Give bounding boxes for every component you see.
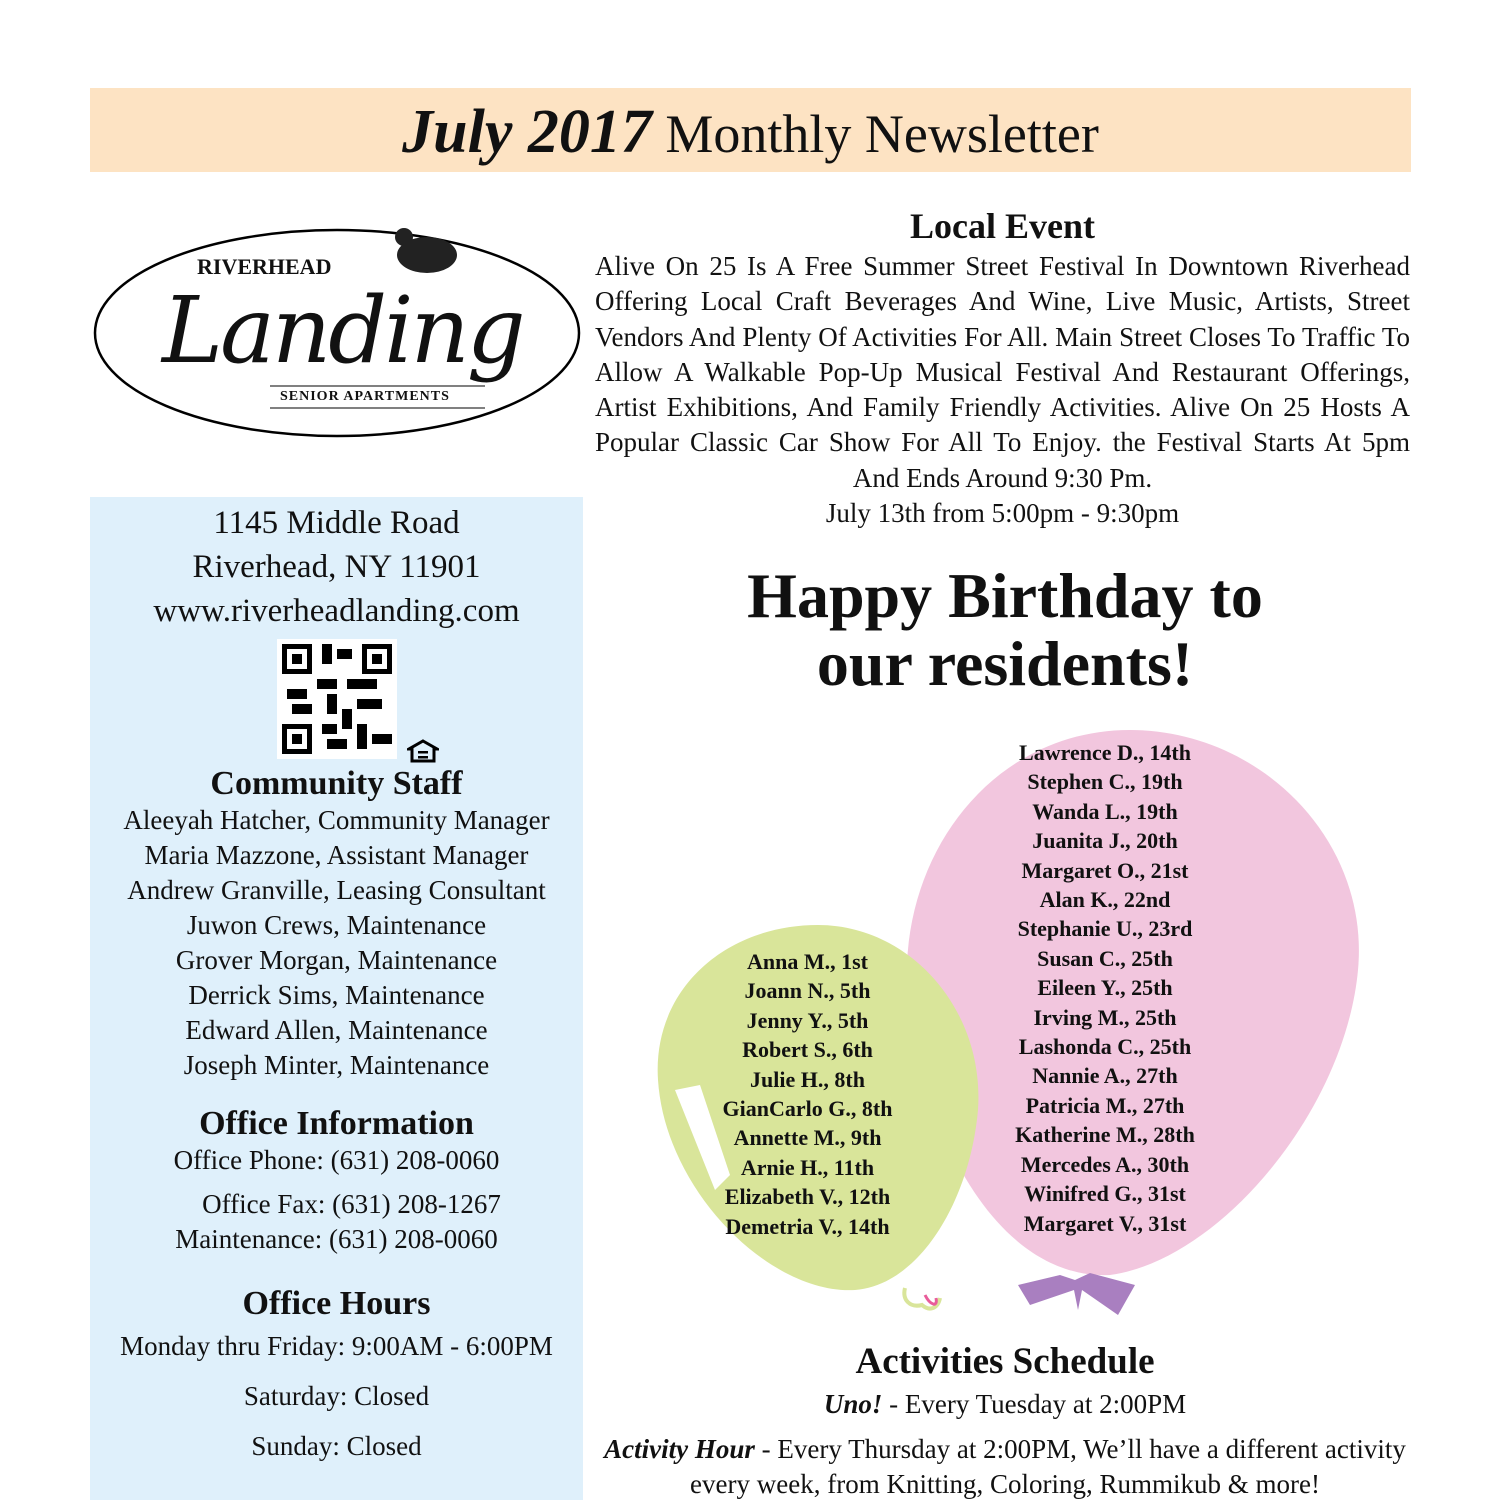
- birthday-heading: [640, 562, 1370, 698]
- birthday-entry: Lawrence D., 14th: [1019, 740, 1191, 765]
- birthday-entry: Winifred G., 31st: [1024, 1181, 1186, 1207]
- hours-saturday: Saturday: Closed: [243, 1381, 430, 1411]
- title-month: July 2017: [402, 98, 652, 166]
- logo-landing-text: Landing: [162, 277, 523, 384]
- sidebar-info: [90, 497, 583, 1500]
- equal-housing-icon: [407, 739, 439, 763]
- uno-name: Uno!: [823, 1389, 883, 1419]
- birthday-entry: Nannie A., 27th: [1032, 1063, 1178, 1089]
- local-event: [595, 205, 1410, 531]
- newsletter-title: [90, 88, 1411, 172]
- birthday-entry: Julie H., 8th: [750, 1066, 865, 1092]
- staff-member: Grover Morgan, Maintenance: [175, 945, 498, 975]
- office-heading: Office Information: [199, 1105, 474, 1142]
- birthday-entry: Wanda L., 19th: [1032, 798, 1178, 824]
- birthday-entry: Stephanie U., 23rd: [1017, 916, 1193, 942]
- hours-weekdays: Monday thru Friday: 9:00AM - 6:00PM: [120, 1331, 553, 1361]
- maintenance-phone: Maintenance: (631) 208-0060: [175, 1224, 498, 1254]
- activity-hour-text: - Every Thursday at 2:00PM, We’ll have a different activity every week, from Knitting, Coloring, Rummikub & more!: [690, 1434, 1406, 1499]
- hours-heading: Office Hours: [242, 1285, 431, 1322]
- office-phone: Office Phone: (631) 208-0060: [173, 1145, 500, 1175]
- birthday-entry: Margaret O., 21st: [1021, 857, 1189, 883]
- birthday-line1: Happy Birthday to: [747, 560, 1263, 631]
- event-heading: Local Event: [910, 206, 1095, 246]
- staff-member: Andrew Granville, Leasing Consultant: [127, 875, 546, 905]
- staff-member: Juwon Crews, Maintenance: [186, 910, 487, 940]
- birthday-entry: Katherine M., 28th: [1015, 1122, 1195, 1148]
- birthday-entry: Mercedes A., 30th: [1020, 1151, 1190, 1177]
- hours-sunday: Sunday: Closed: [251, 1431, 422, 1461]
- logo-senior-apartments-text: SENIOR APARTMENTS: [280, 389, 450, 404]
- birthday-entry: Anna M., 1st: [746, 949, 868, 974]
- birthday-entry: GianCarlo G., 8th: [722, 1096, 893, 1122]
- staff-member: Derrick Sims, Maintenance: [188, 980, 485, 1010]
- birthday-entry: Patricia M., 27th: [1025, 1092, 1185, 1118]
- birthday-entry: Robert S., 6th: [742, 1037, 873, 1063]
- staff-member: Edward Allen, Maintenance: [185, 1015, 488, 1045]
- birthday-entry: Susan C., 25th: [1037, 945, 1173, 971]
- staff-heading: Community Staff: [210, 765, 463, 802]
- birthday-entry: Stephen C., 19th: [1027, 769, 1183, 795]
- birthday-entry: Eileen Y., 25th: [1037, 975, 1173, 1001]
- birthday-entry: Jenny Y., 5th: [746, 1007, 869, 1033]
- staff-list: [90, 803, 583, 1083]
- logo-riverhead-text: RIVERHEAD: [197, 254, 332, 279]
- birthday-entry: Alan K., 22nd: [1039, 887, 1171, 913]
- birthday-entry: Arnie H., 11th: [740, 1154, 875, 1180]
- website-link[interactable]: www.riverheadlanding.com: [153, 593, 520, 629]
- birthday-line2: our residents!: [816, 628, 1194, 699]
- birthday-entry: Irving M., 25th: [1033, 1004, 1177, 1030]
- birthday-entry: Annette M., 9th: [733, 1125, 882, 1151]
- birthday-entry: Demetria V., 14th: [725, 1213, 890, 1239]
- address-city: Riverhead, NY 11901: [192, 549, 481, 585]
- event-body: Alive On 25 Is A Free Summer Street Festival In Downtown Riverhead Offering Local Craft Beverages And Wine, Live Music, Artists, Street Vendors And Plenty Of Activities For All. Main Street Closes To Traffic To Allow A Walkable Pop-Up Musical Festival And Restaurant Offerings, Artist Exhibitions, And Family Friendly Activities. Alive On 25 Hosts A Popular Classic Car Show For All To Enjoy. the Festival Starts At 5pm And Ends Around 9:30 Pm.: [595, 251, 1410, 493]
- qr-code: [277, 639, 397, 759]
- birthday-list-pink: [990, 738, 1220, 1238]
- birthday-list-green: [700, 947, 915, 1241]
- uno-text: - Every Tuesday at 2:00PM: [882, 1389, 1187, 1419]
- activities-schedule: [600, 1340, 1410, 1502]
- birthday-entry: Elizabeth V., 12th: [724, 1184, 891, 1210]
- activity-hour-name: Activity Hour: [604, 1434, 755, 1464]
- birthday-entry: Lashonda C., 25th: [1018, 1034, 1192, 1060]
- birthday-entry: Joann N., 5th: [744, 978, 871, 1004]
- birthday-entry: Juanita J., 20th: [1032, 828, 1178, 854]
- staff-member: Joseph Minter, Maintenance: [183, 1050, 490, 1080]
- address-street: 1145 Middle Road: [213, 505, 460, 541]
- riverhead-landing-logo: [92, 215, 587, 445]
- birthday-entry: Margaret V., 31st: [1023, 1210, 1187, 1236]
- staff-member: Maria Mazzone, Assistant Manager: [144, 840, 529, 870]
- staff-member: Aleeyah Hatcher, Community Manager: [123, 805, 550, 835]
- title-rest: Monthly Newsletter: [665, 104, 1099, 164]
- activities-heading: Activities Schedule: [855, 1341, 1155, 1382]
- office-fax: Office Fax: (631) 208-1267: [202, 1189, 501, 1219]
- event-date: July 13th from 5:00pm - 9:30pm: [825, 498, 1180, 529]
